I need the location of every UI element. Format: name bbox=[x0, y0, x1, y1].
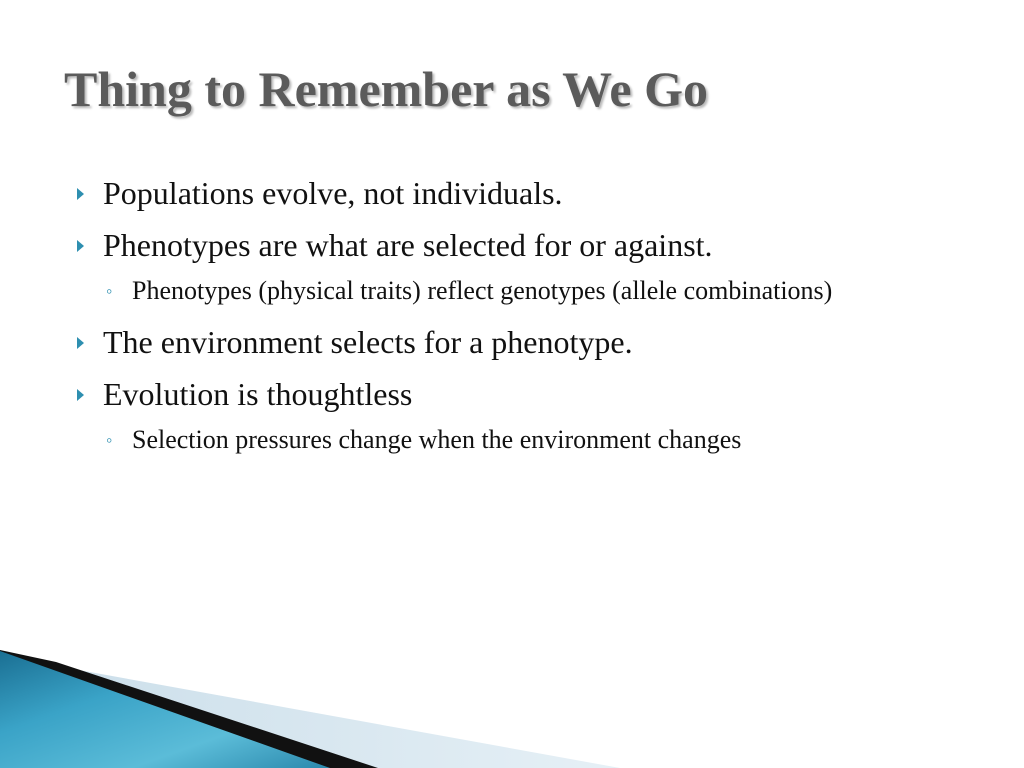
bullet-text: Phenotypes are what are selected for or against. bbox=[103, 227, 713, 263]
slide-title: Thing to Remember as We Go bbox=[64, 61, 708, 117]
bullet-text: Populations evolve, not individuals. bbox=[103, 175, 563, 211]
bullet-text: Evolution is thoughtless bbox=[103, 376, 413, 412]
circle-bullet-icon: ◦ bbox=[106, 430, 113, 450]
sub-bullet-text: Phenotypes (physical traits) reflect genotypes (allele combinations) bbox=[132, 276, 833, 305]
bullet-text: The environment selects for a phenotype. bbox=[103, 324, 633, 360]
circle-bullet-icon: ◦ bbox=[106, 281, 113, 301]
sub-bullet-text: Selection pressures change when the environment changes bbox=[132, 425, 742, 454]
